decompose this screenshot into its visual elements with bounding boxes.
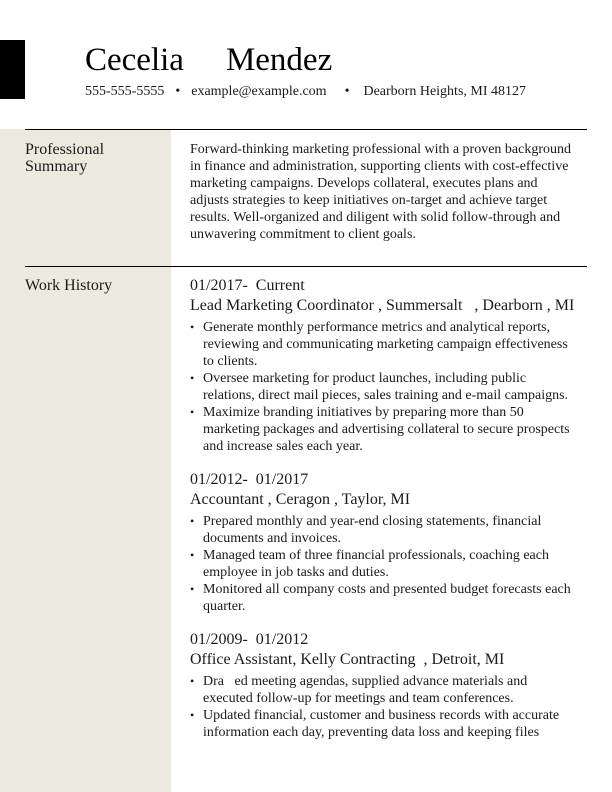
list-item: • Oversee marketing for product launches, including public relations, direct mail pieces, sales training and e-mail campaigns. (190, 370, 575, 404)
candidate-name (85, 40, 332, 80)
section-label-summary: Professional Summary (25, 141, 105, 175)
last-name: Mendez (225, 42, 333, 78)
list-item: • Monitored all company costs and presented budget forecasts each quarter. (190, 581, 575, 615)
accent-block (0, 40, 25, 99)
job-entry (190, 630, 575, 741)
section-label-work-history: Work History (25, 277, 113, 294)
separator: • (175, 84, 181, 99)
separator: • (344, 84, 350, 99)
contact-line (85, 83, 526, 100)
job-bullets (190, 319, 575, 455)
job-bullets (190, 513, 575, 615)
job-title: Accountant , Ceragon , Taylor, MI (190, 491, 411, 508)
job-dates: 01/2009- 01/2012 (190, 631, 309, 648)
job-dates: 01/2012- 01/2017 (190, 471, 309, 488)
job-entry (190, 276, 575, 455)
sidebar-background (0, 129, 171, 792)
list-item: • Generate monthly performance metrics and analytical reports, reviewing and communicating marketing campaign effectiveness to clients. (190, 319, 575, 370)
job-bullets (190, 673, 575, 741)
job-title: Office Assistant, Kelly Contracting , Detroit, MI (190, 651, 505, 668)
phone: 555-555-5555 (85, 84, 165, 99)
list-item: • Maximize branding initiatives by preparing more than 50 marketing packages and advertising collateral to secure prospects and increase sales each year. (190, 404, 575, 455)
job-dates: 01/2017- Current (190, 277, 305, 294)
email: example@example.com (191, 84, 327, 99)
list-item: • Prepared monthly and year-end closing statements, financial documents and invoices. (190, 513, 575, 547)
job-entry (190, 470, 575, 615)
summary-text: Forward-thinking marketing professional with a proven background in finance and administration, supporting clients with cost-effective marketing campaigns. Develops collateral, executes plans and adjusts strategies to keep initiatives on-target and achieve target results. Well-organized and diligent with solid follow-through and unwavering commitment to client goals. (190, 142, 572, 242)
list-item: • Managed team of three financial professionals, coaching each employee in job tasks and duties. (190, 547, 575, 581)
location: Dearborn Heights, MI 48127 (363, 84, 527, 99)
job-title: Lead Marketing Coordinator , Summersalt , Dearborn , MI (190, 297, 575, 314)
section-divider (25, 266, 587, 267)
section-divider (25, 129, 587, 130)
list-item: • Dra ed meeting agendas, supplied advance materials and executed follow-up for meetings and team conferences. (190, 673, 575, 707)
list-item: • Updated financial, customer and business records with accurate information each day, preventing data loss and keeping files (190, 707, 575, 741)
first-name: Cecelia (85, 42, 184, 78)
